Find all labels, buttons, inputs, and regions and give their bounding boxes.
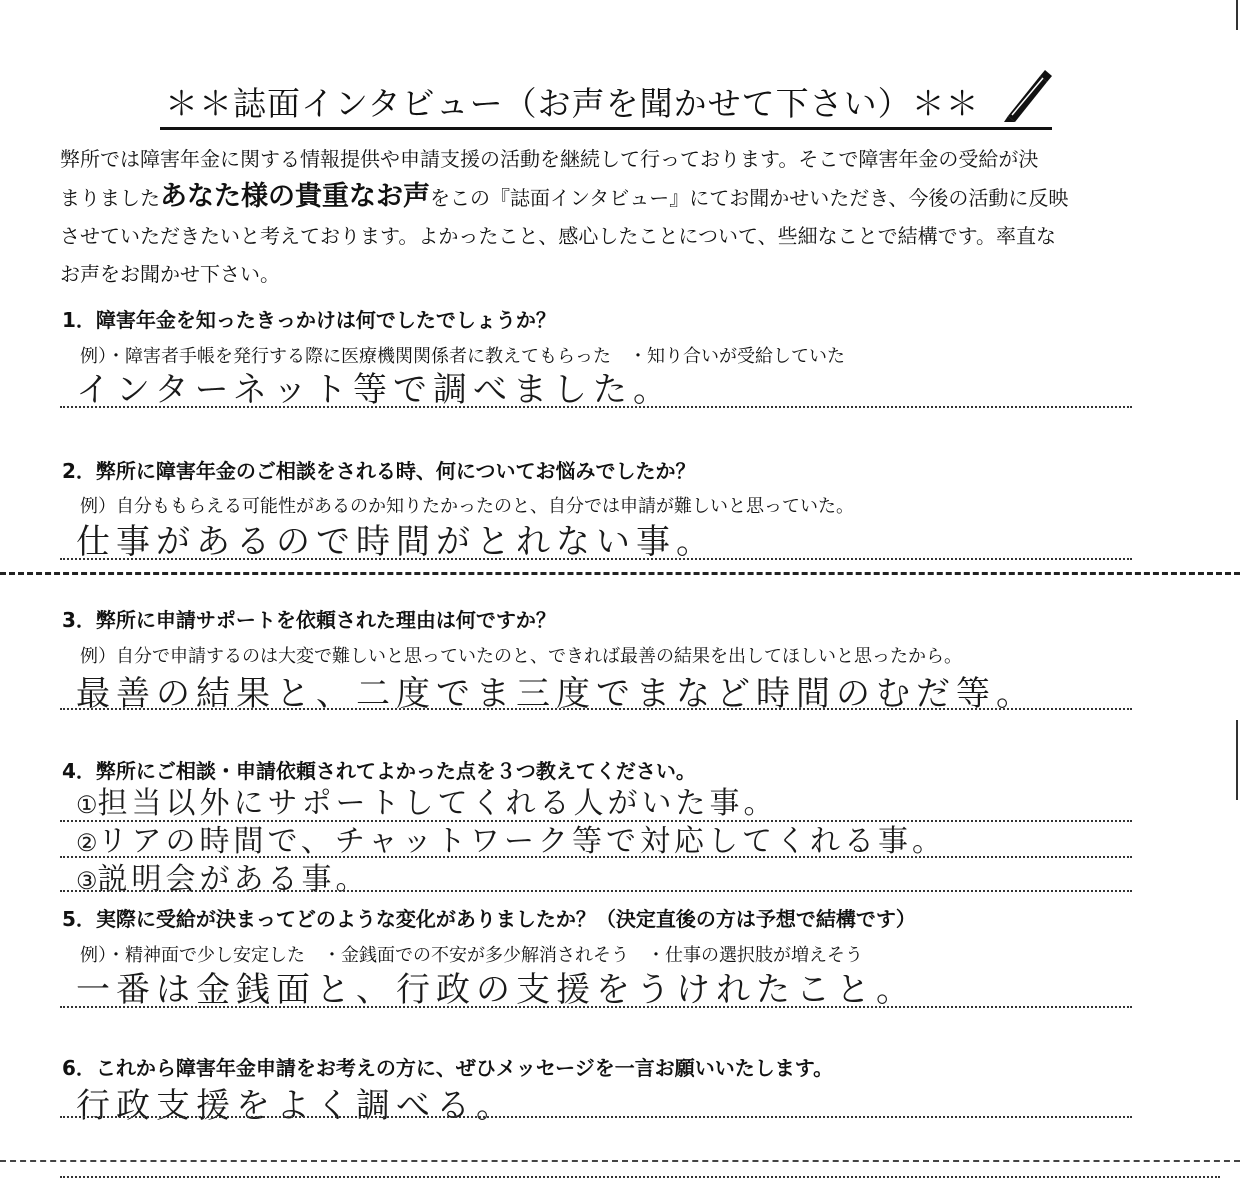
answer-line xyxy=(60,558,1132,560)
question-6: 6．これから障害年金申請をお考えの方に、ぜひメッセージを一言お願いいたします。 xyxy=(62,1056,834,1080)
question-5: 5．実際に受給が決まってどのような変化がありましたか？（決定直後の方は予想で結構です） xyxy=(62,907,916,931)
question-4: 4．弊所にご相談・申請依頼されてよかった点を３つ教えてください。 xyxy=(62,759,696,783)
answer-5: 一番は金銭面と、行政の支援をうけれたこと。 xyxy=(76,970,916,1010)
question-3: 3．弊所に申請サポートを依頼された理由は何ですか？ xyxy=(62,608,556,632)
intro-line-4: お声をお聞かせ下さい。 xyxy=(60,262,280,286)
question-2: 2．弊所に障害年金のご相談をされる時、何についてお悩みでしたか？ xyxy=(62,459,696,483)
answer-4-1-number: ① xyxy=(76,791,98,819)
intro-line-2-post: をこの『誌面インタビュー』にてお聞かせいただき、今後の活動に反映 xyxy=(430,186,1069,210)
intro-paragraph xyxy=(60,140,1170,293)
page-title: ＊＊誌面インタビュー（お声を聞かせて下さい）＊＊ xyxy=(165,84,980,123)
answer-2: 仕事があるので時間がとれない事。 xyxy=(76,522,716,562)
example-5: 例）・精神面で少し安定した ・金銭面での不安が多少解消されそう ・仕事の選択肢が増えそう xyxy=(80,945,863,966)
scan-artifact-line xyxy=(0,572,1240,575)
intro-emphasis: あなた様の貴重なお声 xyxy=(160,181,430,212)
answer-line xyxy=(60,1116,1132,1118)
example-3: 例）自分で申請するのは大変で難しいと思っていたのと、できれば最善の結果を出してほしいと思ったから。 xyxy=(80,646,962,667)
answer-line xyxy=(60,890,1132,892)
example-1: 例）・障害者手帳を発行する際に医療機関関係者に教えてもらった ・知り合いが受給していた xyxy=(80,346,845,367)
intro-line-1: 弊所では障害年金に関する情報提供や申請支援の活動を継続して行っております。そこで障害年金の受給が決 xyxy=(60,147,1039,171)
answer-4-3-number: ③ xyxy=(76,867,98,895)
answer-line xyxy=(60,1006,1132,1008)
answer-line xyxy=(60,1176,1220,1178)
answer-4-2-number: ② xyxy=(76,829,98,857)
answer-line xyxy=(60,406,1132,408)
scan-edge-mark xyxy=(1236,0,1238,30)
example-2: 例）自分ももらえる可能性があるのか知りたかったのと、自分では申請が難しいと思っていた。 xyxy=(80,496,854,517)
answer-4-2-text: リアの時間で、チャットワーク等で対応してくれる事。 xyxy=(97,824,947,859)
scan-artifact-line xyxy=(0,1160,1240,1162)
intro-line-2 xyxy=(60,178,1170,217)
scan-edge-mark xyxy=(1236,720,1238,800)
title-underline xyxy=(160,127,1052,130)
intro-line-3: させていただきたいと考えております。よかったこと、感心したことについて、些細なことで結構です。率直な xyxy=(60,224,1056,248)
answer-line xyxy=(60,708,1132,710)
intro-line-2-pre: まりました xyxy=(60,186,160,210)
pen-icon xyxy=(1000,66,1052,122)
question-1: 1．障害年金を知ったきっかけは何でしたでしょうか？ xyxy=(62,308,556,332)
answer-6: 行政支援をよく調べる。 xyxy=(76,1086,516,1126)
answer-1: インターネット等で調べました。 xyxy=(76,370,673,410)
answer-4-3-text: 説明会がある事。 xyxy=(97,862,370,897)
answer-4-1-text: 担当以外にサポートしてくれる人がいた事。 xyxy=(97,786,778,821)
answer-3: 最善の結果と、二度でま三度でまなど時間のむだ等。 xyxy=(76,674,1036,714)
